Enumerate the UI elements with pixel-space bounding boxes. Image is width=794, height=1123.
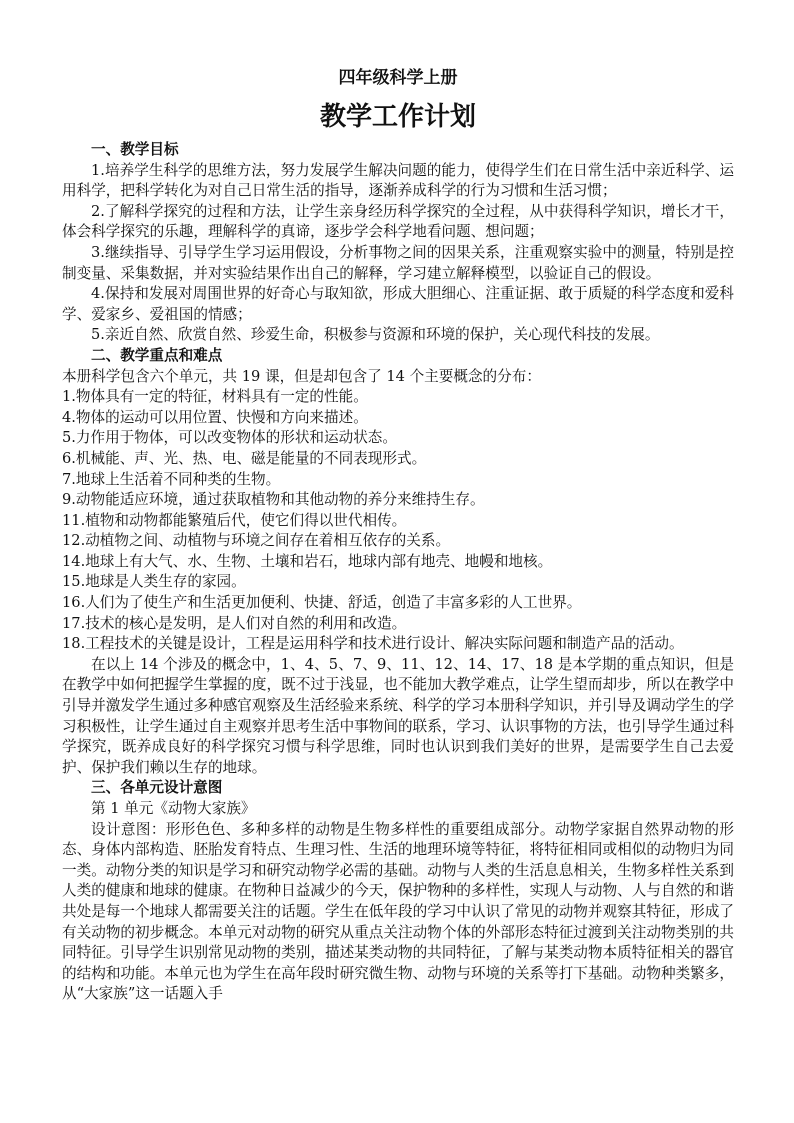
unit-design-text: 设计意图：形形色色、多种多样的动物是生物多样性的重要组成部分。动物学家据自然界动物的形态、身体内部构造、胚胎发育特点、生理习性、生活的地理环境等特征，将特征相同或相似的动物归为同一类。动物分类的知识是学习和研究动物学必需的基础。动物与人类的生活息息相关，生物多样性关系到人类的健康和地球的健康。在物种日益减少的今天，保护物种的多样性，实现人与动物、人与自然的和谐共处是每一个地球人都需要关注的话题。学生在低年段的学习中认识了常见的动物并观察其特征，形成了有关动物的初步概念。本单元对动物的研究从重点关注动物个体的外部形态特征过渡到关注动物类别的共同特征。引导学生识别常见动物的类别，描述某类动物的共同特征，了解与某类动物本质特征相关的器官的结构和功能。本单元也为学生在高年段时研究微生物、动物与环境的关系等打下基础。动物种类繁多，从“大家族”这一话题入手 — [62, 820, 734, 1003]
concept-item: 9.动物能适应环境，通过获取植物和其他动物的养分来维持生存。 — [62, 491, 485, 509]
section-heading-key-points: 二、教学重点和难点 — [91, 346, 223, 364]
concept-item: 5.力作用于物体，可以改变物体的形状和运动状态。 — [62, 429, 397, 447]
concept-item: 11.植物和动物都能繁殖后代，使它们得以世代相传。 — [62, 511, 407, 529]
goal-item: 5.亲近自然、欣赏自然、珍爱生命，积极参与资源和环境的保护，关心现代科技的发展。 — [91, 326, 660, 344]
section-heading-goals: 一、教学目标 — [91, 141, 179, 158]
document-subtitle: 四年级科学上册 — [338, 68, 458, 88]
concept-item: 1.物体具有一定的特征，材料具有一定的性能。 — [62, 388, 368, 406]
concept-item: 4.物体的运动可以用位置、快慢和方向来描述。 — [62, 408, 368, 426]
unit-title: 第 1 单元《动物大家族》 — [91, 800, 256, 817]
concept-item: 12.动植物之间、动植物与环境之间存在着相互依存的关系。 — [62, 532, 451, 550]
goal-item: 4.保持和发展对周围世界的好奇心与取知欲，形成大胆细心、注重证据、敢于质疑的科学态度和爱科学、爱家乡、爱祖国的情感； — [62, 285, 734, 323]
concept-item: 7.地球上生活着不同种类的生物。 — [62, 470, 281, 488]
concept-item: 18.工程技术的关键是设计，工程是运用科学和技术进行设计、解决实际问题和制造产品的活动。 — [62, 635, 684, 653]
goal-item: 3.继续指导、引导学生学习运用假设，分析事物之间的因果关系，注重观察实验中的测量，特别是控制变量、采集数据，并对实验结果作出自己的解释，学习建立解释模型，以验证自己的假设。 — [62, 243, 734, 282]
key-points-summary: 在以上 14 个涉及的概念中，1、4、5、7、9、11、12、14、17、18 是本学期的重点知识，但是在教学中如何把握学生掌握的度，既不过于浅显，也不能加大教学难点，让学生望而却步，所以在教学中引导并激发学生通过多种感官观察及生活经验来系统、科学的学习本册科学知识，并引导及调动学生的学习积极性，让学生通过自主观察并思考生活中事物间的联系，学习、认识事物的方法，也引导学生通过科学探究，既养成良好的科学探究习惯与科学思维，同时也认识到我们美好的世界，是需要学生自己去爱护、保护我们赖以生存的地球。 — [62, 655, 734, 776]
concept-item: 15.地球是人类生存的家园。 — [62, 573, 246, 591]
document-title: 教学工作计划 — [319, 102, 476, 132]
goal-item: 2.了解科学探究的过程和方法，让学生亲身经历科学探究的全过程，从中获得科学知识，增长才干，体会科学探究的乐趣，理解科学的真谛，逐步学会科学地看问题、想问题； — [62, 202, 734, 241]
goal-item: 1.培养学生科学的思维方法，努力发展学生解决问题的能力，使得学生们在日常生活中亲近科学、运用科学，把科学转化为对自己日常生活的指导，逐渐养成科学的行为习惯和生活习惯； — [62, 161, 734, 200]
concept-item: 17.技术的核心是发明，是人们对自然的利用和改造。 — [62, 614, 407, 632]
concepts-intro: 本册科学包含六个单元，共 19 课，但是却包含了 14 个主要概念的分布： — [62, 367, 541, 385]
concept-item: 16.人们为了使生产和生活更加便利、快捷、舒适，创造了丰富多彩的人工世界。 — [62, 594, 582, 612]
concept-item: 6.机械能、声、光、热、电、磁是能量的不同表现形式。 — [62, 449, 427, 467]
section-heading-unit-design: 三、各单元设计意图 — [91, 779, 223, 797]
concept-item: 14.地球上有大气、水、生物、土壤和岩石，地球内部有地壳、地幔和地核。 — [62, 552, 553, 570]
